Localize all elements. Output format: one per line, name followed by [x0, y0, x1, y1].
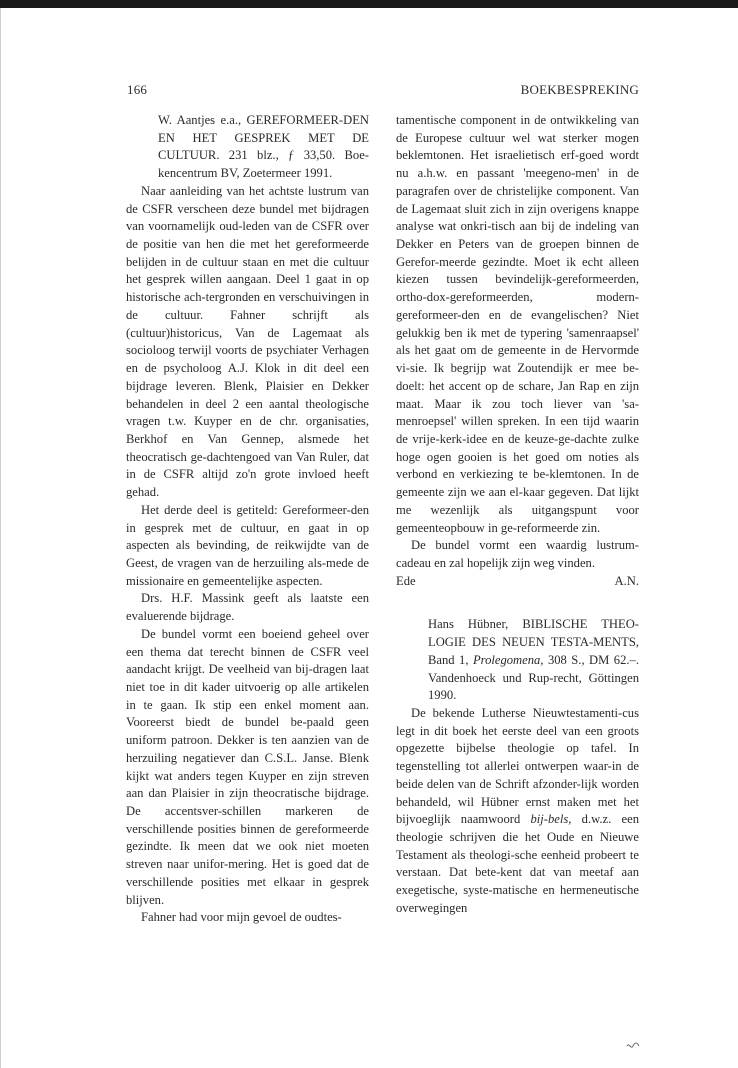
review1-reference: W. Aantjes e.a., GEREFORMEER-DEN EN HET GESPREK MET DE CULTUUR. 231 blz., ƒ 33,50. Boe-kencentrum BV, Zoetermeer 1991.: [158, 113, 369, 181]
review2-paragraph: [396, 705, 639, 918]
review1-paragraph-3: Drs. H.F. Massink geeft als laatste een evaluerende bijdrage.: [126, 591, 369, 624]
scan-mark: [626, 1040, 640, 1052]
review1-continuation: tamentische component in de ontwikkeling van de Europese cultuur wel wat sterker mogen beklemtonen. Het israelietisch erf-goed wordt nu a.h.w. en passant 'meegeno-men' in de paragrafen over de christelijke component. Van de Lagemaat sluit zich in zijn overigens knappe analyse wat onkri-tisch aan bij de indeling van Dekker en Peters van de groepen binnen de Gerefor-meerde gezindte. Moet ik echt alleen kiezen tussen bevindelijk-gereformeerden, ortho-dox-gereformeerden, modern-gereformeer-den en de evangelischen? Niet gelukkig ben ik met de typering 'samenraapsel' als het gaat om de gemeente in de Hervormde vi-sie. Ik begrijp wat Zoutendijk er mee be-doelt: het accent op de schare, Jan Rap en zijn maat. Maar ik zou toch liever van 'sa-menroepsel' willen spreken. In een tijd waarin de vrije-kerk-idee en de keuze-ge-dachte zulke hoge ogen gooien is het goed om noties als verbond en verkiezing te be-klemtonen. In de gemeente zijn we aan el-kaar gegeven. Dat lijkt me wezenlijk als uitgangspunt voor gemeenteopbouw in ge-reformeerde zin.: [396, 113, 639, 535]
review1-signature: [396, 573, 639, 591]
review2-paragraph-text: De bekende Lutherse Nieuwtestamenti-cus legt in dit boek het eerste deel van een groots opgezette bijbelse theologie op tafel. In tegenstelling tot allerlei ontwerpen waar-in de beide delen van de Schrift afzonder-lijk worden behandeld, wil Hübner ernst maken met het bijvoeglijk naamwoord: [396, 706, 639, 827]
running-head: [127, 82, 639, 98]
review1-paragraph-5: Fahner had voor mijn gevoel de oudtes-: [141, 910, 342, 925]
review1-initials: A.N.: [614, 573, 639, 588]
running-title: BOEKBESPREKING: [520, 82, 639, 97]
page-number: 166: [127, 82, 148, 97]
review2-paragraph-text-end: , d.w.z. een theologie schrijven die het Oude en Nieuwe Testament als theologi-sche eenheid probeert te verstaan. Dat bete-kent dat van meetaf aan exegetische, syste-matische en hermeneutische overwegingen: [396, 812, 639, 915]
review1-paragraph-2: Het derde deel is getiteld: Gereformeer-den in gesprek met de cultuur, en gaat in op aspecten als bevinding, de reikwijdte van de Geest, de vragen van de herzuiling als-mede de missionaire en gemeentelijke aspecten.: [126, 502, 369, 588]
scan-top-edge: [0, 0, 738, 8]
review2-reference-text-end: , 308 S., DM 62.–. Vandenhoeck und Rup-recht, Göttingen 1990.: [428, 652, 639, 703]
right-column: [396, 112, 639, 918]
review2-reference: [396, 616, 639, 705]
section-gap: [396, 590, 639, 616]
review2-paragraph-italic: bij-bels: [530, 812, 569, 827]
review1-paragraph-4: De bundel vormt een boeiend geheel over een thema dat terecht binnen de CSFR veel aandacht krijgt. De veelheid van bij-dragen laat niet toe in dit kader uitvoerig op alle artikelen in te gaan. Ik stip een enkel moment aan. Vooreerst biedt de bundel be-paald geen uniform patroon. Dekker is ten aanzien van de herzuiling negatiever dan C.S.L. Janse. Blenk kijkt wat anders tegen Kuyper en zijn streven aan dan Plaisier in zijn theocratische bijdrage. De accentsver-schillen markeren de verschillende posities binnen de gereformeerde gezindte. Ik meen dat we ook niet moeten streven naar unifor-mering. Het is goed dat de verschillende posities met elkaar in gesprek blijven.: [126, 626, 369, 907]
review1-place: Ede: [396, 573, 416, 588]
review2-reference-text: Hans Hübner, BIBLISCHE THEO-LOGIE DES NEUEN TESTA-MENTS, Band 1,: [428, 617, 639, 667]
review1-paragraph-1: Naar aanleiding van het achtste lustrum van de CSFR verscheen deze bundel met bijdragen van voornamelijk oud-leden van de CSFR over de positie van hen die met het gereformeerde belijden in de cultuur staan en met die cultuur het gesprek willen aangaan. Deel 1 gaat in op historische ach-tergronden en verschuivingen in de cultuur. Fahner schrijft als (cultuur)historicus, Van de Lagemaat als socioloog terwijl voorts de psychiater Verhagen en de psycholoog A.J. Klok in dit deel een bijdrage leveren. Blenk, Plaisier en Dekker behandelen in deel 2 een aantal theologische vragen t.w. Kuyper en de chr. organisaties, Berkhof en Van Gennep, alsmede het theocratisch ge-dachtengoed van Van Ruler, dat in de CSFR altijd zo'n grote invloed heeft gehad.: [126, 183, 369, 500]
scan-left-edge: [0, 8, 1, 1068]
review2-reference-italic: Prolegomena: [472, 652, 541, 667]
left-column: [126, 112, 369, 927]
review1-closing: De bundel vormt een waardig lustrum-cadeau en zal hopelijk zijn weg vinden.: [396, 538, 639, 570]
